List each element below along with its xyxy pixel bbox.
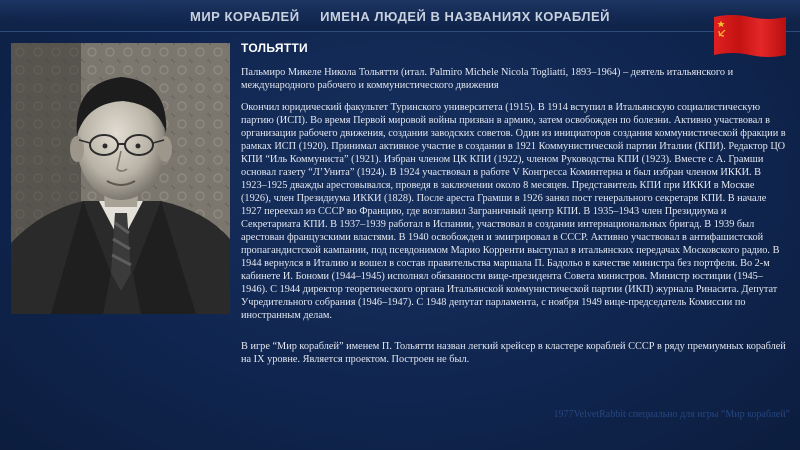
portrait-photo (11, 43, 230, 314)
game-note-paragraph: В игре “Мир кораблей” именем П. Тольятти назван легкий крейсер в кластере кораблей СССР в ряду премиумных кораблей на IX уровне. Является проектом. Построен не был. (241, 341, 786, 365)
ussr-flag-icon (712, 14, 788, 58)
header-bar (0, 0, 800, 32)
intro-paragraph: Пальмиро Микеле Никола Тольятти (итал. Palmiro Michele Nicola Togliatti, 1893–1964) – деятель итальянского и международного рабочего и коммунистического движения (241, 67, 734, 91)
header-title: МИР КОРАБЛЕЙ ИМЕНА ЛЮДЕЙ В НАЗВАНИЯХ КОРАБЛЕЙ (190, 9, 610, 24)
article-heading: ТОЛЬЯТТИ (241, 41, 308, 55)
author-watermark: 1977VelvetRabbit специально для игры “Мир кораблей” (553, 409, 790, 420)
biography-paragraph: Окончил юридический факультет Туринского университета (1915). В 1914 вступил в Итальянскую социалистическую партию (ИСП). Во время Первой мировой войны призван в армию, затем освобожден по болезни. Активно участвовал в организации рабочего движения, создании заводских советов. Один из инициаторов создания коммунистической фракции в рамках ИСП (1920). Принимал активное участие в создании в 1921 Коммунистической партии Италии (КПИ). Редактор ЦО КПИ “Иль Коммуниста” (1921). Избран членом ЦК КПИ (1922), членом Руководства КПИ (1923). Вместе с А. Грамши основал газету “Л’Унита” (1924). В 1924 участвовал в работе V Конгресса Коминтерна и был избран членом ИККИ. В 1923–1925 дважды арестовывался, проведя в заключении около 8 месяцев. Представитель КПИ при ИККИ в Москве (1926), член Президиума ИККИ (1828). После ареста Грамши в 1926 занял пост генерального секретаря КПИ. В начале 1927 переехал из СССР во Францию, где возглавил Заграничный центр КПИ. В 1935–1943 член Президиума и Секретариата КПИ. В 1937–1939 работал в Испании, участвовал в создании интернациональных бригад. В 1939 был арестован французскими властями. В 1940 освобожден и эмигрировал в СССР. Активно участвовал в антифашистской пропагандистской кампании, под псевдонимом Марио Корренти выступал в итальянских передачах Московского радио. В 1944 вернулся в Италию и вошел в состав правительства маршала П. Бадольо в качестве министра без портфеля. Во 2-м кабинете И. Бономи (1944–1945) исполнял обязанности вице-президента Совета министров. Министр юстиции (1945–1946). С 1944 директор теоретического органа Итальянской коммунистической партии (ИКП) журнала Ринасита. Депутат Учредительного собрания (1946–1947). С 1948 депутат парламента, с ноября 1949 вице-председатель Комиссии по иностранным делам. (241, 102, 786, 321)
